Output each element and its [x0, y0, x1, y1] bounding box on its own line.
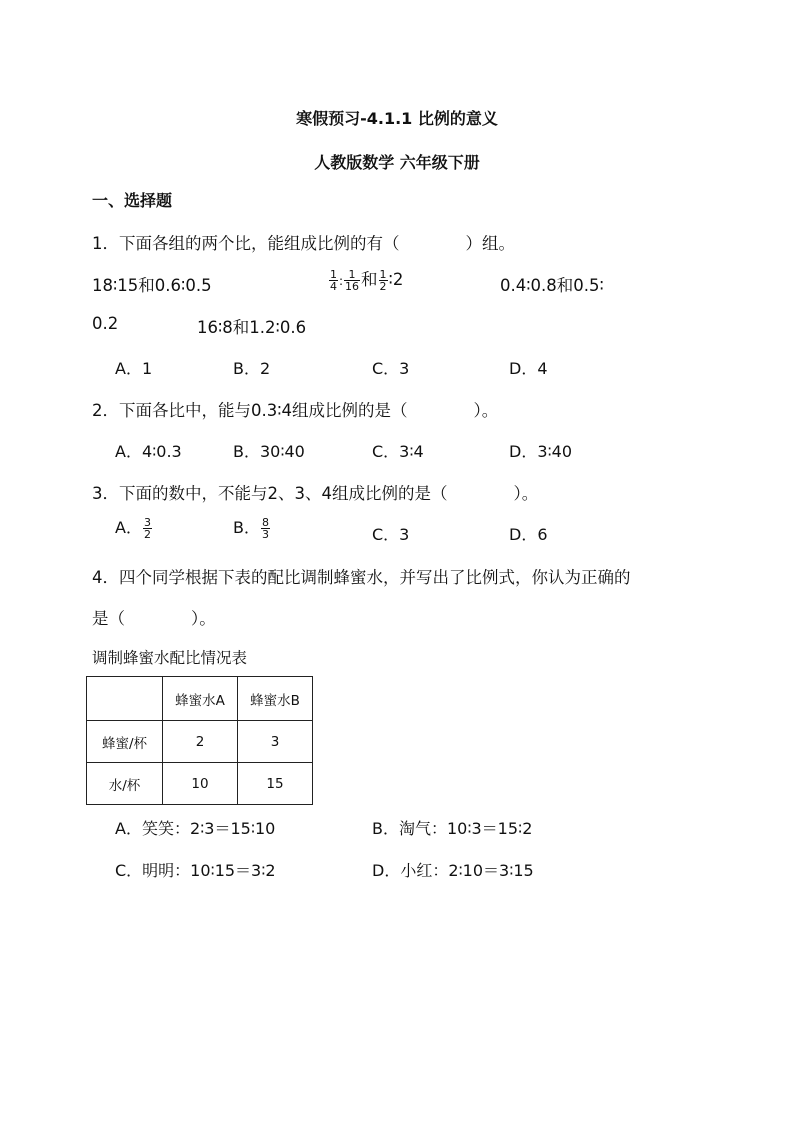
- question-2-stem: 2．下面各比中，能与0.3∶4组成比例的是（ ）。: [92, 401, 499, 420]
- page-subtitle: 人教版数学 六年级下册: [314, 153, 480, 172]
- question-2-option-a: A．4∶0.3: [115, 442, 182, 461]
- question-1-pair-2: $\frac{1}{4}$ : $\frac{1}{16}$ 和 $\frac{1}{2}$ ∶2: [330, 268, 404, 293]
- table-cell: 3: [238, 721, 313, 763]
- table-cell: 15: [238, 763, 313, 805]
- table-header-cell: [87, 677, 163, 721]
- table-cell: 10: [163, 763, 238, 805]
- fraction-3-2: $\frac{3}{2}$: [143, 516, 151, 541]
- question-1-pair-3: 0.4∶0.8和0.5∶: [500, 276, 604, 295]
- question-3-option-c: C．3: [372, 525, 410, 544]
- table-header-row: [87, 677, 313, 721]
- question-4-stem-line-2: 是（ ）。: [92, 609, 216, 628]
- question-2-option-c: C．3∶4: [372, 442, 424, 461]
- section-heading: 一、选择题: [92, 191, 173, 210]
- fraction-1-2: $\frac{1}{2}$: [379, 268, 387, 293]
- question-4-option-b: B．淘气：10∶3＝15∶2: [372, 819, 533, 838]
- question-1-option-a: A．1: [115, 359, 153, 378]
- question-3-option-d: D．6: [509, 525, 548, 544]
- question-3-option-a: A． $\frac{3}{2}$: [115, 516, 151, 541]
- table-header-cell: 蜂蜜水A: [163, 677, 238, 721]
- fraction-1-4: $\frac{1}{4}$: [330, 268, 337, 293]
- question-1-pair-1: 18∶15和0.6∶0.5: [92, 276, 212, 295]
- question-1-pair-3-cont: 0.2: [92, 314, 119, 333]
- fraction-8-3: $\frac{8}{3}$: [261, 516, 269, 541]
- table-header-cell: 蜂蜜水B: [238, 677, 313, 721]
- table-cell: 水/杯: [87, 763, 163, 805]
- question-4-option-a: A．笑笑：2∶3＝15∶10: [115, 819, 276, 838]
- table-cell: 蜂蜜/杯: [87, 721, 163, 763]
- question-1-option-d: D．4: [509, 359, 548, 378]
- question-2-option-d: D．3∶40: [509, 442, 573, 461]
- table-row: [87, 763, 313, 805]
- question-3-stem: 3．下面的数中，不能与2、3、4组成比例的是（ ）。: [92, 484, 539, 503]
- fraction-1-16: $\frac{1}{16}$: [345, 268, 360, 293]
- question-1-option-b: B．2: [233, 359, 271, 378]
- question-1-option-c: C．3: [372, 359, 410, 378]
- honey-water-ratio-table: [86, 676, 313, 805]
- table-cell: 2: [163, 721, 238, 763]
- question-3-option-b: B． $\frac{8}{3}$: [233, 516, 269, 541]
- page-title: 寒假预习-4.1.1 比例的意义: [296, 109, 498, 128]
- question-4-option-d: D．小红：2∶10＝3∶15: [372, 861, 534, 880]
- question-4-option-c: C．明明：10∶15＝3∶2: [115, 861, 276, 880]
- question-1-stem: 1．下面各组的两个比，能组成比例的有（ ）组。: [92, 234, 515, 253]
- table-row: [87, 721, 313, 763]
- table-caption: 调制蜂蜜水配比情况表: [92, 649, 248, 667]
- question-2-option-b: B．30∶40: [233, 442, 305, 461]
- question-1-pair-4: 16∶8和1.2∶0.6: [197, 318, 307, 337]
- question-4-stem-line-1: 4．四个同学根据下表的配比调制蜂蜜水，并写出了比例式，你认为正确的: [92, 568, 631, 587]
